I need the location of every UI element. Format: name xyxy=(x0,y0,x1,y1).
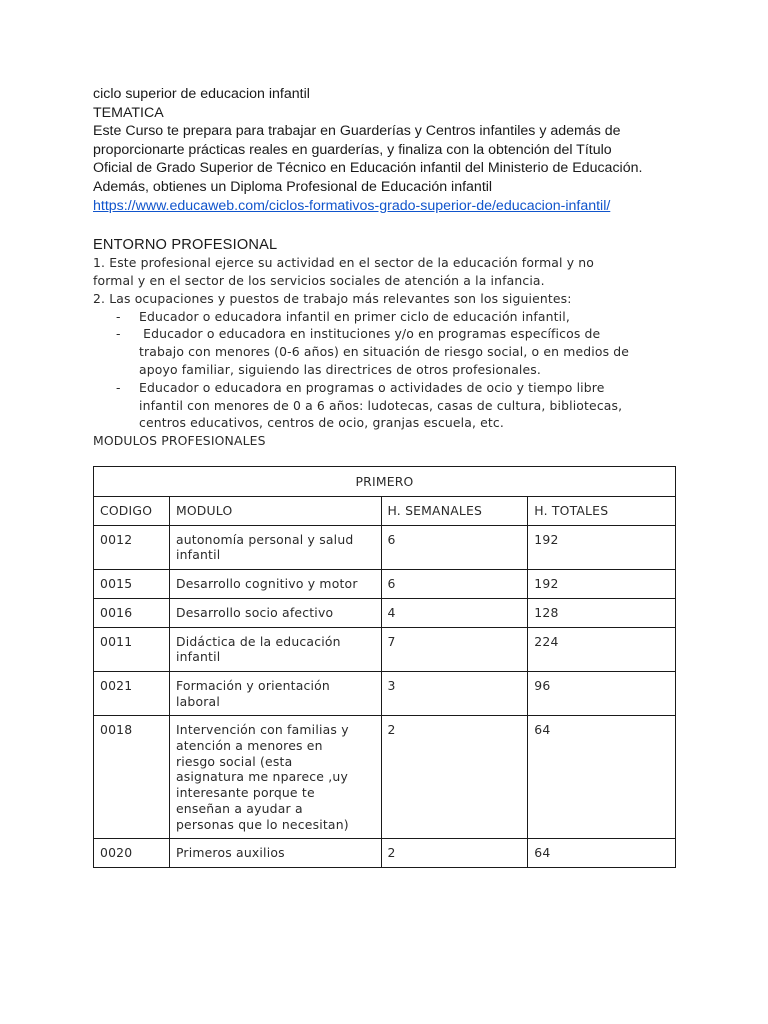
semanales-cell: 2 xyxy=(381,839,528,868)
modulo-line: laboral xyxy=(175,693,220,709)
modulo-line: personas que lo necesitan) xyxy=(175,816,349,832)
totales-cell: 64 xyxy=(528,839,676,868)
modulo-cell xyxy=(169,627,381,671)
modulo-cell xyxy=(169,839,381,868)
codigo-cell: 0012 xyxy=(94,525,170,569)
dash-bullet: - xyxy=(116,379,121,395)
modulo-line: infantil xyxy=(175,547,221,563)
modulo-line: Didáctica de la educación xyxy=(175,633,341,649)
semanales-cell: 4 xyxy=(381,598,528,627)
tematica-line: Oficial de Grado Superior de Técnico en Educación infantil del Ministerio de Educación. xyxy=(93,160,643,177)
codigo-cell: 0016 xyxy=(94,598,170,627)
codigo-cell: 0020 xyxy=(94,839,170,868)
modulo-line: riesgo social (esta xyxy=(175,753,293,769)
column-header: CODIGO xyxy=(94,497,170,526)
modulo-line: Primeros auxilios xyxy=(175,845,285,861)
document-title: ciclo superior de educacion infantil xyxy=(93,86,310,102)
modulo-cell xyxy=(169,598,381,627)
intro-section xyxy=(93,85,683,215)
entorno-section xyxy=(93,254,683,450)
entorno-heading: ENTORNO PROFESIONAL xyxy=(93,237,278,254)
entorno-line: formal y en el sector de los servicios sociales de atención a la infancia. xyxy=(93,272,545,288)
list-item xyxy=(93,325,683,378)
table-row xyxy=(94,839,676,868)
totales-cell: 224 xyxy=(528,627,676,671)
semanales-cell: 7 xyxy=(381,627,528,671)
column-header: H. TOTALES xyxy=(528,497,676,526)
modulo-line: enseñan a ayudar a xyxy=(175,800,303,816)
modulo-cell xyxy=(169,716,381,839)
entorno-line: 1. Este profesional ejerce su actividad en el sector de la educación formal y no xyxy=(93,255,595,271)
dash-bullet: - xyxy=(116,326,121,342)
table-title: PRIMERO xyxy=(94,467,676,497)
educaweb-link[interactable]: https://www.educaweb.com/ciclos-formativos-grado-superior-de/educacion-infantil/ xyxy=(93,197,611,214)
totales-cell: 96 xyxy=(528,671,676,715)
list-item-line: Educador o educadora infantil en primer ciclo de educación infantil, xyxy=(139,308,570,324)
tematica-heading: TEMATICA xyxy=(93,104,164,121)
modulo-line: autonomía personal y salud xyxy=(175,531,354,547)
modulo-line: Desarrollo socio afectivo xyxy=(175,604,334,620)
list-item-line: apoyo familiar, siguiendo las directrices de otros profesionales. xyxy=(139,361,541,377)
codigo-cell: 0018 xyxy=(94,716,170,839)
modulo-line: interesante porque te xyxy=(175,785,315,801)
dash-bullet: - xyxy=(116,308,121,324)
table-row xyxy=(94,598,676,627)
list-item xyxy=(93,308,683,326)
table-title-row xyxy=(94,467,676,497)
semanales-cell: 2 xyxy=(381,716,528,839)
table-header-row xyxy=(94,497,676,526)
semanales-cell: 6 xyxy=(381,525,528,569)
table-row xyxy=(94,570,676,599)
modulo-line: Intervención con familias y xyxy=(175,722,349,738)
modulo-cell xyxy=(169,671,381,715)
column-header: MODULO xyxy=(169,497,381,526)
modulo-line: Desarrollo cognitivo y motor xyxy=(175,576,358,592)
totales-cell: 64 xyxy=(528,716,676,839)
entorno-line: 2. Las ocupaciones y puestos de trabajo más relevantes son los siguientes: xyxy=(93,290,572,306)
modulo-line: Formación y orientación xyxy=(175,677,330,693)
table-row xyxy=(94,671,676,715)
modulo-cell xyxy=(169,570,381,599)
modulo-cell xyxy=(169,525,381,569)
list-item-line: trabajo con menores (0-6 años) en situación de riesgo social, o en medios de xyxy=(139,344,630,360)
modulos-heading: MODULOS PROFESIONALES xyxy=(93,433,266,449)
list-item-line: centros educativos, centros de ocio, granjas escuela, etc. xyxy=(139,415,504,431)
tematica-line: Este Curso te prepara para trabajar en Guarderías y Centros infantiles y además de xyxy=(93,123,621,140)
totales-cell: 192 xyxy=(528,525,676,569)
modulo-line: asignatura me nparece ,uy xyxy=(175,769,348,785)
table-row xyxy=(94,716,676,839)
tematica-line: proporcionarte prácticas reales en guarderías, y finaliza con la obtención del Título xyxy=(93,141,612,158)
table-row xyxy=(94,627,676,671)
column-header: H. SEMANALES xyxy=(381,497,528,526)
totales-cell: 192 xyxy=(528,570,676,599)
codigo-cell: 0015 xyxy=(94,570,170,599)
modulo-line: infantil xyxy=(175,649,221,665)
list-item xyxy=(93,379,683,432)
semanales-cell: 6 xyxy=(381,570,528,599)
list-item-line: Educador o educadora en instituciones y/o en programas específicos de xyxy=(139,326,601,342)
modulo-line: atención a menores en xyxy=(175,738,323,754)
semanales-cell: 3 xyxy=(381,671,528,715)
list-item-line: infantil con menores de 0 a 6 años: ludotecas, casas de cultura, bibliotecas, xyxy=(139,397,623,413)
document-body xyxy=(93,85,683,450)
list-item-line: Educador o educadora en programas o actividades de ocio y tiempo libre xyxy=(139,379,605,395)
modules-table xyxy=(93,466,676,868)
codigo-cell: 0021 xyxy=(94,671,170,715)
occupations-list xyxy=(93,308,683,433)
tematica-line: Además, obtienes un Diploma Profesional de Educación infantil xyxy=(93,178,493,195)
totales-cell: 128 xyxy=(528,598,676,627)
codigo-cell: 0011 xyxy=(94,627,170,671)
table-row xyxy=(94,525,676,569)
